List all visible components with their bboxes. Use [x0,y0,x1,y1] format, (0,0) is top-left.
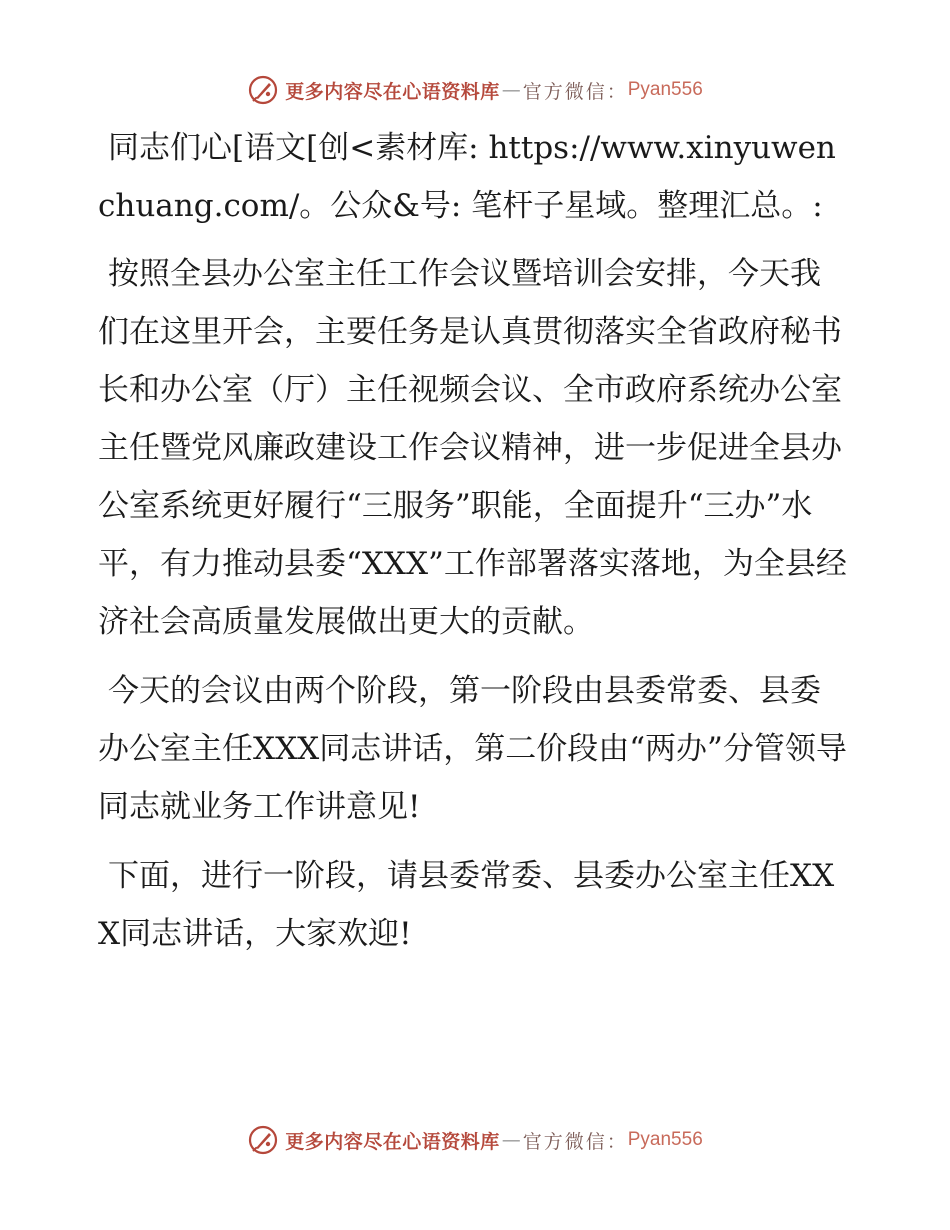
watermark-banner-top [0,68,950,112]
watermark-separator: — [501,1129,521,1151]
paragraph-source-note: 同志们心[语文[创<素材库: https://www.xinyuwenchuang.com/。公众&号: 笔杆子星域。整理汇总。: [98,130,836,224]
watermark-separator: — [501,79,521,101]
quill-circle-icon [247,74,279,106]
paragraph-meeting-purpose: 按照全县办公室主任工作会议暨培训会安排，今天我们在这里开会，主要任务是认真贯彻落实全省政府秘书长和办公室（厅）主任视频会议、全市政府系统办公室主任暨党风廉政建设工作会议精神，进一步促进全县办公室系统更好履行“三服务”职能，全面提升“三办”水平，有力推动县委“XXX”工作部署落实落地，为全县经济社会高质量发展做出更大的贡献。 [98,256,847,640]
watermark-banner-bottom [0,1118,950,1162]
paragraph-speech-intro: 下面，进行一阶段，请县委常委、县委办公室主任XXX同志讲话，大家欢迎! [98,858,835,952]
watermark-wechat-id: Pyan556 [627,1129,703,1150]
watermark-wechat-label: 官方微信： [522,80,628,103]
paragraph-meeting-stages: 今天的会议由两个阶段，第一阶段由县委常委、县委办公室主任XXX同志讲话，第二价段由“两办”分管领导同志就业务工作讲意见! [98,673,847,825]
quill-circle-icon [247,1124,279,1156]
watermark-wechat-id: Pyan556 [627,79,703,100]
watermark-wechat-label: 官方微信： [522,1130,628,1153]
document-body [98,119,850,974]
watermark-brand: 更多内容尽在心语资料库 [285,80,500,103]
watermark-brand: 更多内容尽在心语资料库 [285,1130,500,1153]
